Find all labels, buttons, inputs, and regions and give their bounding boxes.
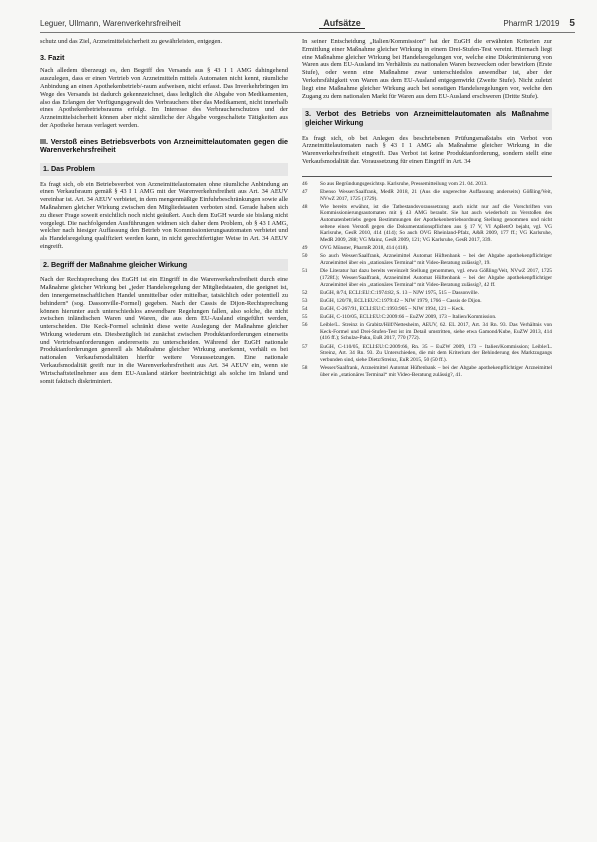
footnote: 48 Wie bereits erwähnt, ist die Tatbestandsvoraussetzung auch nicht nur auf die Vorschriften von Kommissionierungsautomaten mit § 43 AMG beraubt. Sie hat auch wiederholt zu Verstoßen des Automatenbetriebs gegen Bestimmungen der Apothekenbetriebsordnung Stellung genommen und nicht seltene einen Verstoß gegen die Dokumentationspflichten aus § 17 V, VI ApBetrO bejaht, vgl. VG Karlsruhe, GesR 2010, 414 (414); So auch OVG Rheinland-Pfalz, A&R 2009, 177 ff.; VG Karlsruhe, MedR 2009, 288; VG Mainz, GesR 2009, 121; VG Karlsruhe, GesR 2017, 339. <box>302 203 552 244</box>
right-top-paragraph: In seiner Entscheidung „Italien/Kommission“ hat der EuGH die erwähnten Kriterien zur Ermittlung einer Maßnahme gleicher Wirkung in einem Drei-Stufen-Test vereint. Hiernach liegt eine Maßnahme gleicher Wirkung bei Handelsregelungen vor, welche eine Diskriminierung von Waren aus dem EU-Ausland im Verhältnis zu nationalen Waren bezwecken oder bewirken (Erste Stufe), oder wenn eine Maßnahme zwar unterschiedslos anwendbar ist, aber der Verkehrsfähigkeit von Waren aus dem EU-Ausland entgegenwirkt (Zweite Stufe). Nicht zuletzt liegt eine Maßnahme gleicher Wirkung auch bei sonstigen Handelsregelungen vor, welche den Zugang zu dem nationalen Markt für Waren aus dem EU-Ausland erschweren (Dritte Stufe). <box>302 38 552 100</box>
running-head-authors: Leguer, Ullmann, Warenverkehrsfreiheit <box>40 18 181 28</box>
begriff-paragraph: Nach der Rechtsprechung des EuGH ist ein Eingriff in die Warenverkehrsfreiheit durch eine Maßnahme gleicher Wirkung bei „jeder Handelsregelung der Mitgliedstaaten, die geeignet ist, den innergemeinschaftlichen Handel unmittelbar oder mittelbar, tatsächlich oder potentiell zu behindern“ (sog. Dassonville-Formel) gegeben. Nach der Cassis de Dijon-Rechtsprechung können hierunter auch unterschiedslos anwendbare Regelungen fallen, also solche, die nicht zwischen inländischen Waren und Waren, die aus dem EU-Ausland eingeführt werden, unterscheiden. Die Keck-Formel schränkt diese weite Auslegung der Maßnahme gleicher Wirkung wiederum ein. Diesbezüglich ist zunächst zwischen Produktanforderungen einerseits und Vertriebsanforderungen andererseits zu unterscheiden. Während der EuGH nationale Produktanforderungen generell als Maßnahme gleicher Wirkung anerkennt, verhält es bei nationalen Verkaufsmodalitäten hierfür weitere Voraussetzungen. Eine nationale Verkaufsmodalität greift nur in die Warenverkehrsfreiheit aus Art. 34 AEUV ein, wenn sie Wirtschaftsteilnehmer aus dem EU-Ausland stärker beeinträchtigt als solche im Inland und somit faktisch diskriminiert. <box>40 276 288 385</box>
page-header <box>40 14 575 33</box>
heading-problem: 1. Das Problem <box>40 163 288 176</box>
footnote: 54 EuGH, C-267/91, ECLI:EU:C:1993:905 – NJW 1994, 121 – Keck. <box>302 305 465 312</box>
fazit-paragraph: Nach alledem überzeugt es, den Begriff des Versands aus § 43 I 1 AMG dahingehend auszulegen, dass er einen Vertrieb von Arzneimitteln mittels Automaten nicht kennt, räumliche Anbindung an einen Apothekenbetrieb/-raum aufweisen, nicht erfasst. Das Inverkehrbringen im Wege des Versands ist dadurch gekennzeichnet, dass lediglich die Abgabe von Medikamenten, also das Erlangen der Verfügungsgewalt des Verbrauchers über das Medikament, nicht innerhalb eines Apothekenbetriebsraums erfolgt. Im Interesse des Verbraucherschutzes und der Arzneimittelsicherheit können aber nicht sämtliche der Abgabe vorgeschaltete Tätigkeiten aus der Apotheke heraus verlagert werden. <box>40 67 288 129</box>
verbot-paragraph: Es fragt sich, ob bei Anlegen des beschriebenen Prüfungsmaßstabs ein Verbot von Arzneimittelautomaten nach § 43 I 1 AMG als Maßnahme gleicher Wirkung in die Warenverkehrsfreiheit eingreift. Das Verbot ist keine Produktanforderung, sondern stellt eine Verkaufsmodalität dar. Voraussetzung für einen Eingriff in Art. 34 <box>302 134 552 165</box>
page-number: 5 <box>569 17 575 29</box>
footnote: 57 EuGH, C-110/05, ECLI:EU:C:2009:66, Rn. 35 – EuZW 2009, 173 – Italien/Kommission; Leible/L. Streinz, Art. 34 Rn. 93. Zu Unterschieden, die mit dem Kriterium der Behinderung des Marktzugangs verbunden sind, siehe Dietz/Streinz, EuR 2015, 50 (50 ff.). <box>302 343 552 363</box>
heading-begriff: 2. Begriff der Maßnahme gleicher Wirkung <box>40 259 288 272</box>
heading-verbot: 3. Verbot des Betriebs von Arzneimittelautomaten als Maßnahme gleicher Wirkung <box>302 108 552 129</box>
right-column <box>302 38 552 380</box>
left-column <box>40 38 288 391</box>
footnote: 55 EuGH, C-110/05, ECLI:EU:C:2009:66 – EuZW 2009, 173 – Italien/Kommission. <box>302 313 497 320</box>
intro-paragraph: schutz und das Ziel, Arzneimittelsicherheit zu gewährleisten, entgegen. <box>40 38 223 45</box>
footnote: 56 Leible/L. Streinz in Grabitz/Hilf/Nettesheim, AEUV, 62. EL 2017, Art. 34 Rn. 93. Das Verhältnis von Keck-Formel und Drei-Stufen-Test ist im Detail umstritten, siehe etwa Gamond/Kube, EuZW 2013, 414 (416 ff.); Schulze-Paku, EuR 2017, 770 (772). <box>302 322 552 342</box>
section-tag: Aufsätze <box>319 18 365 29</box>
footnote: 58 Wesser/Saalfrank, Arzneimittel Automat Hüftenbank – bei der Abgabe apothekenpflichtiger Arzneimittel über ein „stationäres Terminal“ mit Video-Beratung zulässig?, 41. <box>302 365 552 378</box>
heading-fazit: 3. Fazit <box>40 52 65 62</box>
problem-paragraph: Es fragt sich, ob ein Betriebsverbot von Arzneimittelautomaten ohne räumliche Anbindung an einen Verkaufsraum gemäß § 43 I 1 AMG mit der Warenverkehrsfreiheit aus Art. 34 AEUV vereinbar ist. Art. 34 AEUV verbietet, in dem mengenmäßige Einfuhrbeschränkungen sowie alle Maßnahmen gleicher Wirkung zwischen den Mitgliedstaaten verboten sind. Gerade haben sich zu dieser Frage soweit ersichtlich noch nicht geäußert. Auch dem EuGH wurde sie bislang nicht vorgelegt. Die nachfolgenden Ausführungen widmen sich daher dem Problem, ob § 43 I AMG, welcher nach hiesiger Auffassung den Betrieb von Kommissionierungsautomaten verbietet und als Handelsregelung qualifiziert werden kann, in nicht gerechtfertigter Weise in Art. 34 AEUV eingreift. <box>40 180 288 250</box>
footnote: 51 Die Literatur hat dazu bereits vereinzelt Stellung genommen, vgl. etwa Gößling/Veit, NVwZ 2017, 1725 (1728f.); Wesser/Saalfrank, Arzneimittel Automat Hüftenbank – bei der Abgabe apothekenpflichtiger Arzneimittel über ein „stationäres Terminal“ mit Video-Beratung zulässig?, 42 ff. <box>302 268 552 288</box>
footnote: 49 OVG Münster, PharmR 2018, 414 (418). <box>302 245 409 252</box>
journal-issue: PharmR 1/2019 <box>503 18 560 28</box>
footnote: 53 EuGH, 120/78, ECLI:EU:C:1979:42 – NJW 1979, 1766 – Cassis de Dijon. <box>302 297 482 304</box>
footnote: 52 EuGH, 8/74, ECLI:EU:C:1974:82, S. 13 – NJW 1975, 515 – Dassonville. <box>302 289 479 296</box>
footnote: 50 So auch Wesser/Saalfrank, Arzneimittel Automat Hüftenbank – bei der Abgabe apothekenpflichtiger Arzneimittel über ein „stationäres Terminal“ mit Video-Beratung zulässig?, 19. <box>302 253 552 267</box>
footnote: 46 So aus Begründungsgesichtsp. Karlsruhe, Pressemitteilung vom 21. 04. 2013. <box>302 180 488 187</box>
footnote: 47 Ebenso Wesser/Saalfrank, MedR 2018, 21 (Aus die ungerechte Auffassung anderseits) Gößling/Veit, NVwZ 2017, 1725 (1729). <box>302 188 552 202</box>
heading-section-iii: III. Verstoß eines Betriebsverbots von Arzneimittelautomaten gegen die Warenverkehrsfreiheit <box>40 136 288 155</box>
footnotes <box>302 176 552 379</box>
